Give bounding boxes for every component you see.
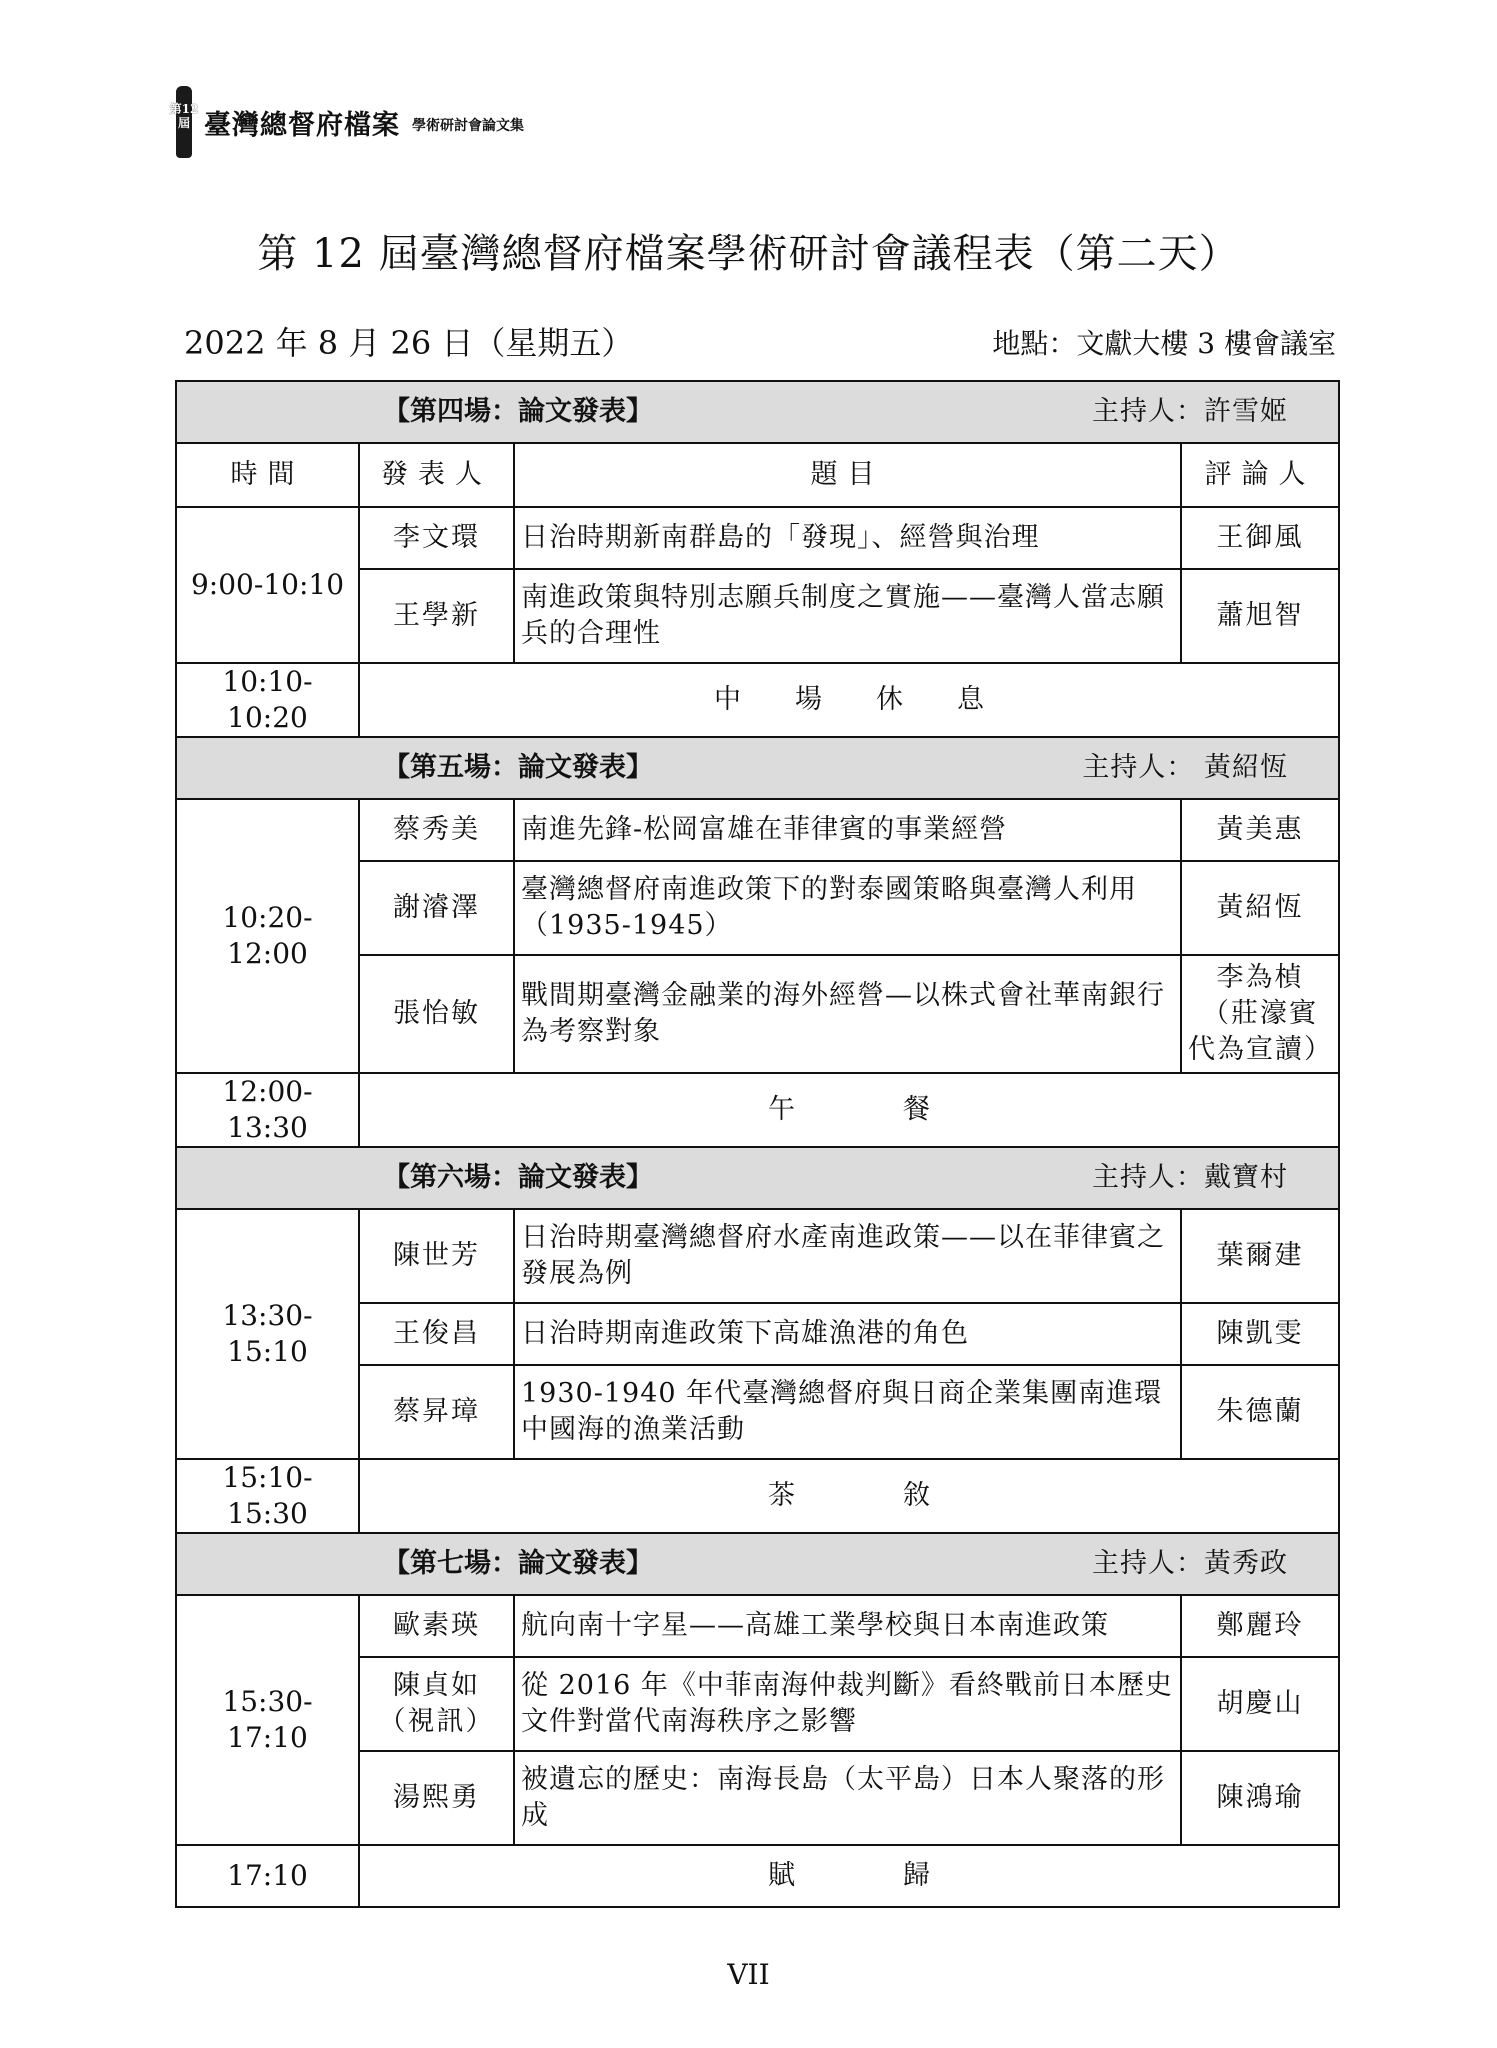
session-header bbox=[176, 381, 1339, 443]
break-time: 17:10 bbox=[176, 1845, 359, 1907]
paper-topic: 日治時期臺灣總督府水產南進政策——以在菲律賓之發展為例 bbox=[514, 1209, 1181, 1303]
presenter: 湯熙勇 bbox=[359, 1751, 514, 1845]
discussant: 蕭旭智 bbox=[1181, 569, 1339, 663]
presenter: 陳世芳 bbox=[359, 1209, 514, 1303]
session-title: 【第四場：論文發表】 bbox=[383, 396, 653, 427]
paper-topic: 航向南十字星——高雄工業學校與日本南進政策 bbox=[514, 1595, 1181, 1657]
discussant: 胡慶山 bbox=[1181, 1657, 1339, 1751]
discussant: 葉爾建 bbox=[1181, 1209, 1339, 1303]
page-number: VII bbox=[727, 1958, 770, 1991]
paper-topic: 從 2016 年《中菲南海仲裁判斷》看終戰前日本歷史文件對當代南海秩序之影響 bbox=[514, 1657, 1181, 1751]
break-label: 茶 敘 bbox=[359, 1459, 1339, 1533]
break-row bbox=[176, 663, 1339, 737]
column-header-time: 時間 bbox=[176, 443, 359, 507]
table-row bbox=[176, 1209, 1339, 1303]
paper-topic: 南進政策與特別志願兵制度之實施——臺灣人當志願兵的合理性 bbox=[514, 569, 1181, 663]
event-date: 2022 年 8 月 26 日（星期五） bbox=[184, 324, 634, 362]
book-title: 臺灣總督府檔案 bbox=[204, 109, 400, 141]
session-chair: 主持人： 黃紹恆 bbox=[1082, 752, 1288, 783]
table-row bbox=[176, 1595, 1339, 1657]
event-venue: 地點：文獻大樓 3 樓會議室 bbox=[992, 327, 1336, 360]
presenter: 陳貞如（視訊） bbox=[359, 1657, 514, 1751]
discussant: 陳凱雯 bbox=[1181, 1303, 1339, 1365]
session-time: 9:00-10:10 bbox=[176, 507, 359, 663]
presenter: 蔡昇璋 bbox=[359, 1365, 514, 1459]
table-row bbox=[176, 799, 1339, 861]
book-subtitle: 學術研討會論文集 bbox=[412, 118, 524, 134]
column-header-discussant: 評論人 bbox=[1181, 443, 1339, 507]
table-row bbox=[176, 507, 1339, 569]
discussant: 陳鴻瑜 bbox=[1181, 1751, 1339, 1845]
paper-topic: 戰間期臺灣金融業的海外經營—以株式會社華南銀行為考察對象 bbox=[514, 955, 1181, 1073]
discussant: 黃美惠 bbox=[1181, 799, 1339, 861]
session-title: 【第七場：論文發表】 bbox=[383, 1548, 653, 1579]
paper-topic: 日治時期南進政策下高雄漁港的角色 bbox=[514, 1303, 1181, 1365]
break-time: 12:00-13:30 bbox=[176, 1073, 359, 1147]
presenter: 王俊昌 bbox=[359, 1303, 514, 1365]
logo-mark-text: 第12屆 bbox=[169, 102, 199, 130]
presenter: 蔡秀美 bbox=[359, 799, 514, 861]
presenter: 歐素瑛 bbox=[359, 1595, 514, 1657]
session-chair: 主持人：黃秀政 bbox=[1092, 1548, 1288, 1579]
session-header bbox=[176, 737, 1339, 799]
break-label: 賦 歸 bbox=[359, 1845, 1339, 1907]
column-header-topic: 題目 bbox=[514, 443, 1181, 507]
paper-topic: 南進先鋒-松岡富雄在菲律賓的事業經營 bbox=[514, 799, 1181, 861]
session-title: 【第五場：論文發表】 bbox=[383, 752, 653, 783]
page-title: 第 12 屆臺灣總督府檔案學術研討會議程表（第二天） bbox=[257, 231, 1240, 277]
presenter: 謝濬澤 bbox=[359, 861, 514, 955]
discussant: 鄭麗玲 bbox=[1181, 1595, 1339, 1657]
break-label: 中 場 休 息 bbox=[359, 663, 1339, 737]
presenter: 王學新 bbox=[359, 569, 514, 663]
discussant: 朱德蘭 bbox=[1181, 1365, 1339, 1459]
session-title: 【第六場：論文發表】 bbox=[383, 1162, 653, 1193]
taiwan-logo-icon bbox=[168, 82, 200, 162]
session-header bbox=[176, 1147, 1339, 1209]
break-time: 15:10-15:30 bbox=[176, 1459, 359, 1533]
session-chair: 主持人：戴寶村 bbox=[1092, 1162, 1288, 1193]
presenter: 李文環 bbox=[359, 507, 514, 569]
paper-topic: 1930-1940 年代臺灣總督府與日商企業集團南進環中國海的漁業活動 bbox=[514, 1365, 1181, 1459]
discussant: 黃紹恆 bbox=[1181, 861, 1339, 955]
paper-topic: 日治時期新南群島的「發現」、經營與治理 bbox=[514, 507, 1181, 569]
book-header bbox=[168, 82, 524, 162]
discussant: 李為楨（莊濠賓代為宣讀） bbox=[1181, 955, 1339, 1073]
session-header bbox=[176, 1533, 1339, 1595]
discussant: 王御風 bbox=[1181, 507, 1339, 569]
break-row bbox=[176, 1459, 1339, 1533]
column-header-row bbox=[176, 443, 1339, 507]
break-time: 10:10-10:20 bbox=[176, 663, 359, 737]
session-chair: 主持人：許雪姬 bbox=[1092, 396, 1288, 427]
session-time: 10:20-12:00 bbox=[176, 799, 359, 1073]
session-time: 13:30-15:10 bbox=[176, 1209, 359, 1459]
paper-topic: 臺灣總督府南進政策下的對泰國策略與臺灣人利用（1935-1945） bbox=[514, 861, 1181, 955]
presenter: 張怡敏 bbox=[359, 955, 514, 1073]
break-row bbox=[176, 1073, 1339, 1147]
paper-topic: 被遺忘的歷史：南海長島（太平島）日本人聚落的形成 bbox=[514, 1751, 1181, 1845]
break-row bbox=[176, 1845, 1339, 1907]
column-header-presenter: 發表人 bbox=[359, 443, 514, 507]
session-time: 15:30-17:10 bbox=[176, 1595, 359, 1845]
break-label: 午 餐 bbox=[359, 1073, 1339, 1147]
agenda-table bbox=[175, 380, 1340, 1908]
